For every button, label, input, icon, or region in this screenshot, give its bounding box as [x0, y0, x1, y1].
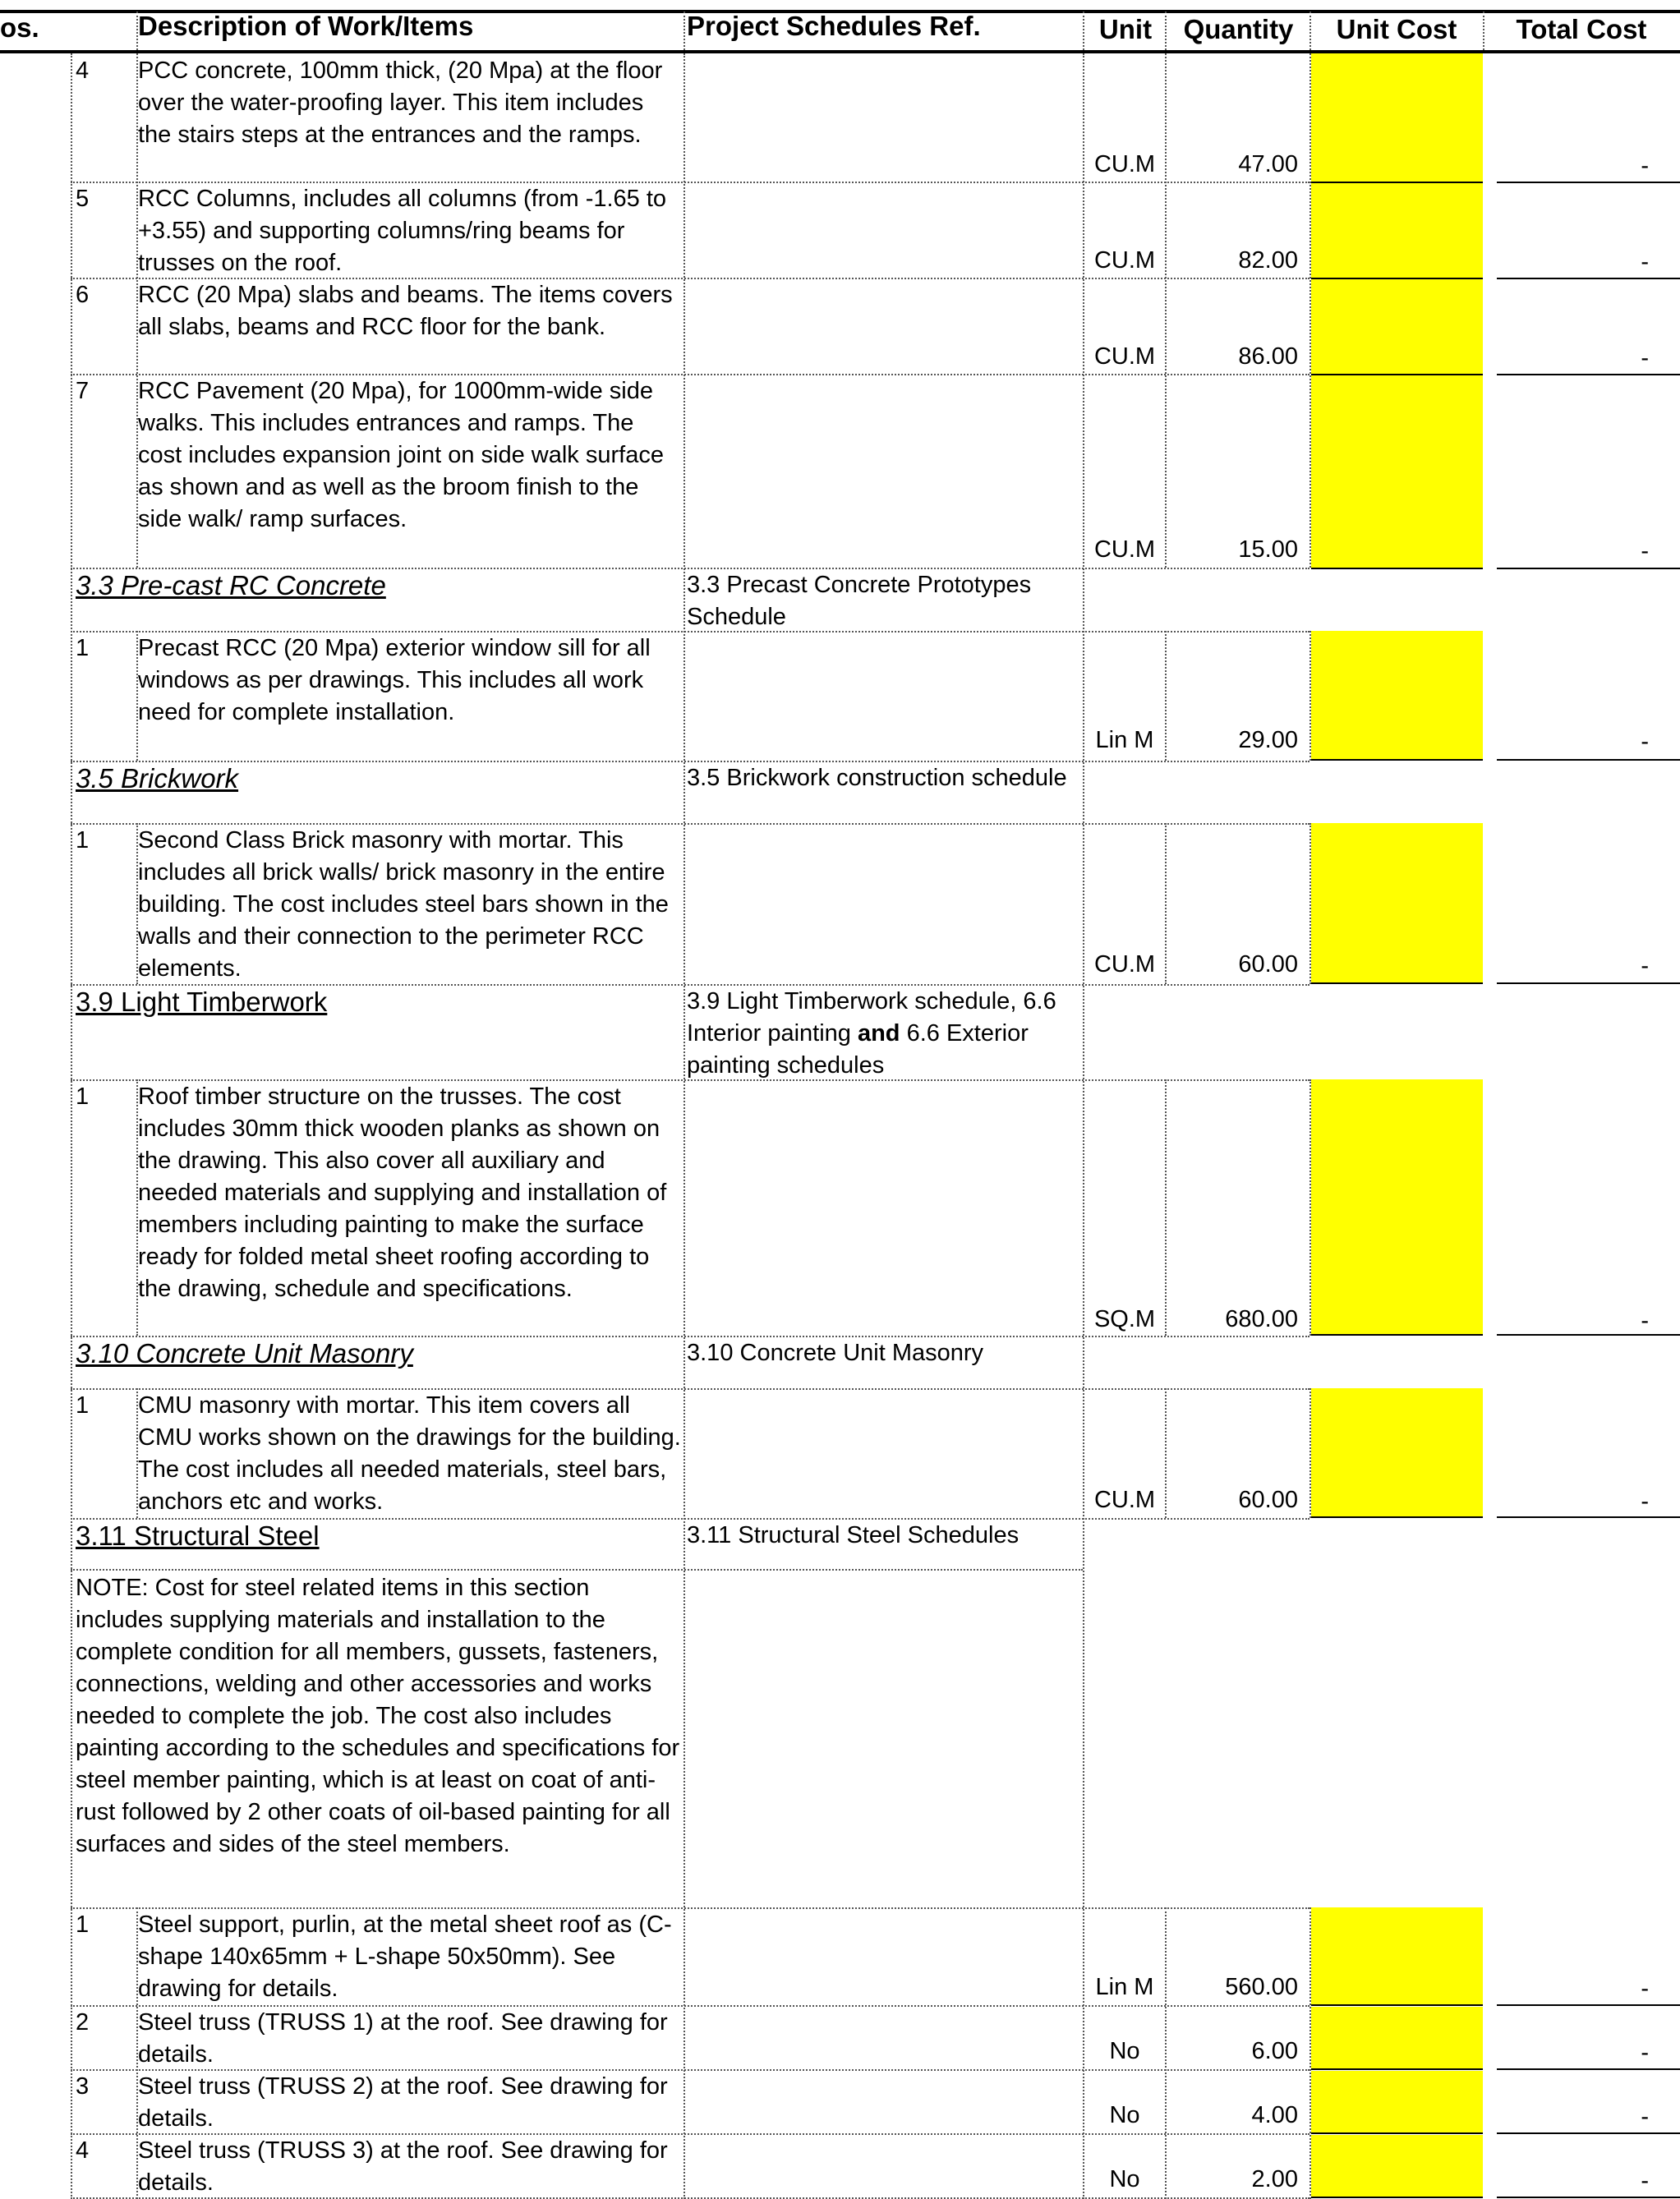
- section-title: 3.11 Structural Steel: [76, 1520, 320, 1551]
- unit-cost-input[interactable]: [1311, 53, 1483, 182]
- item-total-cost: -: [1641, 538, 1649, 564]
- unit-cost-rule: [1311, 182, 1483, 183]
- item-description: Roof timber structure on the trusses. The cost includes 30mm thick wooden planks as shown on the drawing. This also cover all auxiliary and needed materials and supplying and installation of members including painting to make the surface ready for folded metal sheet roofing according to the drawing, schedule and specifications.: [138, 1083, 667, 1302]
- item-number: 6: [76, 282, 90, 308]
- item-total-cost: -: [1641, 2168, 1649, 2194]
- unit-cost-input[interactable]: [1311, 375, 1483, 568]
- item-number: 2: [76, 2009, 90, 2036]
- header-nos[interactable]: os.: [0, 13, 39, 43]
- header-unit-cost[interactable]: Unit Cost: [1336, 15, 1457, 44]
- section-schedule-ref: 3.5 Brickwork construction schedule: [687, 765, 1067, 791]
- unit-cost-rule: [1311, 2132, 1483, 2134]
- item-number: 1: [76, 635, 90, 661]
- row-line: [71, 1569, 1083, 1571]
- item-unit: SQ.M: [1093, 1306, 1156, 1332]
- unit-cost-input[interactable]: [1311, 183, 1483, 278]
- item-total-cost: -: [1641, 345, 1649, 371]
- item-total-cost: -: [1641, 249, 1649, 275]
- item-unit: Lin M: [1095, 1974, 1154, 2000]
- header-divider: [1083, 12, 1084, 50]
- total-cost-rule: [1497, 759, 1680, 761]
- item-number: 3: [76, 2073, 90, 2100]
- item-unit: No: [1109, 2166, 1140, 2192]
- item-quantity: 4.00: [1251, 2102, 1298, 2128]
- item-quantity: 15.00: [1238, 536, 1298, 563]
- header-total-cost[interactable]: Total Cost: [1516, 15, 1647, 44]
- unit-cost-rule: [1311, 278, 1483, 279]
- header-divider: [1165, 12, 1167, 50]
- section-title: 3.3 Pre-cast RC Concrete: [76, 570, 386, 600]
- item-unit: CU.M: [1093, 536, 1156, 563]
- item-total-cost: -: [1641, 2040, 1649, 2066]
- item-unit: CU.M: [1093, 151, 1156, 177]
- item-quantity: 29.00: [1238, 727, 1298, 753]
- item-description: RCC (20 Mpa) slabs and beams. The items covers all slabs, beams and RCC floor for the bank.: [138, 282, 673, 340]
- unit-cost-input[interactable]: [1311, 2071, 1483, 2133]
- steel-note: NOTE: Cost for steel related items in this section includes supplying materials and installation to the complete condition for all members, gussets, fasteners, connections, welding and other accessories and works needed to complete the job. The cost also includes painting according to the schedules and specifications for steel member painting, which is at least on coat of anti-rust followed by 2 other coats of oil-based painting for all surfaces and sides of the steel members.: [76, 1575, 680, 1857]
- item-description: Precast RCC (20 Mpa) exterior window sill for all windows as per drawings. This includes all work need for complete installation.: [138, 635, 651, 725]
- item-number: 4: [76, 2137, 90, 2164]
- item-description: Second Class Brick masonry with mortar. This includes all brick walls/ brick masonry in the entire building. The cost includes steel bars shown in the walls and their connection to the perimeter RCC elements.: [138, 827, 669, 982]
- header-divider: [1483, 12, 1484, 50]
- total-cost-rule: [1497, 568, 1680, 569]
- item-unit: CU.M: [1093, 1487, 1156, 1513]
- item-number: 1: [76, 1083, 90, 1110]
- item-quantity: 47.00: [1238, 151, 1298, 177]
- item-description: Steel truss (TRUSS 3) at the roof. See drawing for details.: [138, 2137, 668, 2196]
- item-description: Steel truss (TRUSS 2) at the roof. See drawing for details.: [138, 2073, 668, 2132]
- unit-cost-input[interactable]: [1311, 2135, 1483, 2197]
- unit-cost-input[interactable]: [1311, 1388, 1483, 1518]
- item-total-cost: -: [1641, 953, 1649, 979]
- item-number: 1: [76, 1392, 90, 1419]
- item-number: 7: [76, 378, 90, 404]
- header-unit[interactable]: Unit: [1098, 15, 1153, 44]
- unit-cost-input[interactable]: [1311, 1907, 1483, 2005]
- item-total-cost: -: [1641, 729, 1649, 755]
- unit-cost-input[interactable]: [1311, 631, 1483, 761]
- item-quantity: 86.00: [1238, 343, 1298, 370]
- item-description: RCC Pavement (20 Mpa), for 1000mm-wide side walks. This includes entrances and ramps. The cost includes expansion joint on side walk surface as shown and as well as the broom finish to the side walk/ ramp surfaces.: [138, 378, 664, 532]
- unit-cost-rule: [1311, 2004, 1483, 2006]
- item-total-cost: -: [1641, 1308, 1649, 1334]
- item-description: PCC concrete, 100mm thick, (20 Mpa) at the floor over the water-proofing layer. This item includes the stairs steps at the entrances and the ramps.: [138, 58, 663, 148]
- item-unit: CU.M: [1093, 343, 1156, 370]
- item-quantity: 60.00: [1238, 1487, 1298, 1513]
- item-number: 1: [76, 1911, 90, 1938]
- unit-cost-rule: [1311, 759, 1483, 761]
- section-schedule-ref: 3.3 Precast Concrete Prototypes Schedule: [687, 572, 1032, 630]
- section-title: 3.10 Concrete Unit Masonry: [76, 1338, 413, 1369]
- unit-cost-rule: [1311, 2197, 1483, 2198]
- item-unit: No: [1109, 2102, 1140, 2128]
- total-cost-rule: [1497, 982, 1680, 984]
- item-quantity: 6.00: [1251, 2038, 1298, 2064]
- item-total-cost: -: [1641, 1976, 1649, 2002]
- col-line-qty: [1165, 1079, 1167, 1336]
- header-divider: [1309, 12, 1311, 50]
- item-quantity: 2.00: [1251, 2166, 1298, 2192]
- section-title: 3.9 Light Timberwork: [76, 987, 328, 1017]
- item-description: CMU masonry with mortar. This item covers all CMU works shown on the drawings for the building. The cost includes all needed materials, steel bars, anchors etc and works.: [138, 1392, 681, 1515]
- unit-cost-rule: [1311, 982, 1483, 984]
- item-total-cost: -: [1641, 2104, 1649, 2130]
- unit-cost-rule: [1311, 2068, 1483, 2070]
- header-schedule-ref[interactable]: Project Schedules Ref.: [687, 12, 981, 41]
- header-description[interactable]: Description of Work/Items: [138, 12, 474, 41]
- item-total-cost: -: [1641, 1488, 1649, 1515]
- unit-cost-rule: [1311, 374, 1483, 375]
- item-description: Steel truss (TRUSS 1) at the roof. See drawing for details.: [138, 2009, 668, 2068]
- section-schedule-ref: 3.11 Structural Steel Schedules: [687, 1522, 1020, 1548]
- unit-cost-input[interactable]: [1311, 2007, 1483, 2069]
- unit-cost-rule: [1311, 1516, 1483, 1518]
- unit-cost-rule: [1311, 568, 1483, 569]
- item-quantity: 60.00: [1238, 951, 1298, 978]
- item-unit: CU.M: [1093, 951, 1156, 978]
- header-quantity[interactable]: Quantity: [1183, 15, 1294, 44]
- item-number: 1: [76, 827, 90, 853]
- item-unit: No: [1109, 2038, 1140, 2064]
- unit-cost-input[interactable]: [1311, 823, 1483, 984]
- unit-cost-input[interactable]: [1311, 279, 1483, 374]
- section-schedule-ref: 3.10 Concrete Unit Masonry: [687, 1340, 984, 1366]
- col-line-qty: [1165, 53, 1167, 568]
- item-number: 4: [76, 58, 90, 84]
- item-unit: Lin M: [1095, 727, 1154, 753]
- item-quantity: 560.00: [1225, 1974, 1298, 2000]
- item-description: RCC Columns, includes all columns (from -1.65 to +3.55) and supporting columns/ring beams for trusses on the roof.: [138, 186, 667, 276]
- item-unit: CU.M: [1093, 247, 1156, 274]
- item-quantity: 680.00: [1225, 1306, 1298, 1332]
- item-total-cost: -: [1641, 153, 1649, 179]
- unit-cost-input[interactable]: [1311, 1079, 1483, 1336]
- section-title: 3.5 Brickwork: [76, 763, 239, 794]
- item-number: 5: [76, 186, 90, 212]
- item-quantity: 82.00: [1238, 247, 1298, 274]
- header-divider: [684, 12, 685, 50]
- unit-cost-rule: [1311, 1334, 1483, 1336]
- item-description: Steel support, purlin, at the metal sheet roof as (C-shape 140x65mm + L-shape 50x50mm). See drawing for details.: [138, 1911, 672, 2002]
- section-schedule-ref: 3.9 Light Timberwork schedule, 6.6 Interior painting and 6.6 Exterior painting schedules: [687, 988, 1056, 1079]
- header-divider: [136, 12, 138, 50]
